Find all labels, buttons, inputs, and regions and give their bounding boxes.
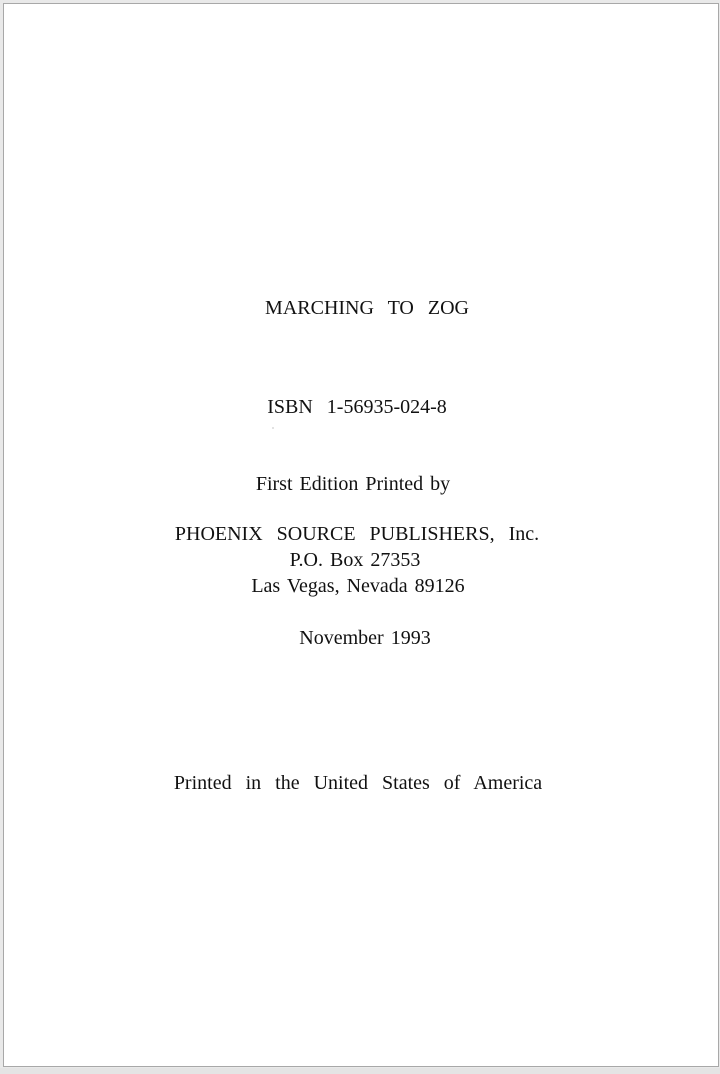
publisher-city: Las Vegas, Nevada 89126: [251, 575, 465, 597]
isbn-number: ISBN 1-56935-024-8: [267, 396, 447, 418]
scan-speck: [272, 427, 274, 429]
book-title: MARCHING TO ZOG: [265, 297, 469, 319]
publication-date: November 1993: [299, 627, 431, 649]
publisher-po-box: P.O. Box 27353: [289, 549, 421, 571]
viewer-bottom-edge: [0, 1068, 720, 1074]
publisher-name: PHOENIX SOURCE PUBLISHERS, Inc.: [174, 523, 540, 545]
document-page: [3, 3, 719, 1067]
edition-statement: First Edition Printed by: [255, 473, 451, 495]
printed-in-country: Printed in the United States of America: [173, 772, 543, 794]
